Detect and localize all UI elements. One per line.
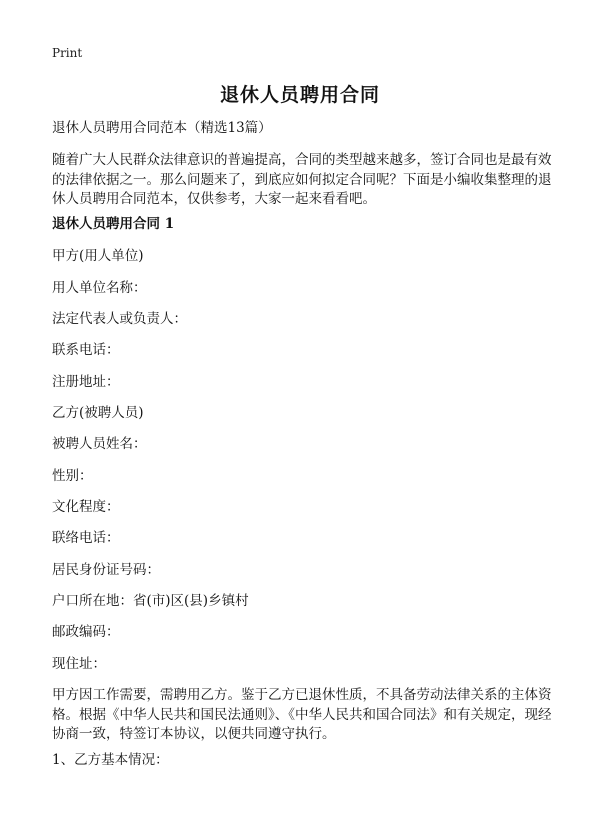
field-id-number: 居民身份证号码： <box>52 562 160 578</box>
intro-paragraph: 随着广大人民群众法律意识的普遍提高，合同的类型越来越多，签订合同也是最有效的法律依据之一。那么问题来了，到底应如何拟定合同呢？下面是小编收集整理的退休人员聘用合同范本，仅供参考，大家一起来看看吧。 <box>52 152 552 207</box>
field-party-a: 甲方(用人单位) <box>52 248 144 264</box>
field-legal-representative: 法定代表人或负责人： <box>52 311 187 327</box>
field-household-registration: 户口所在地：省(市)区(县)乡镇村 <box>52 593 249 609</box>
field-liaison-phone: 联络电话： <box>52 530 120 546</box>
field-party-b: 乙方(被聘人员) <box>52 405 144 421</box>
field-registered-address: 注册地址： <box>52 374 120 390</box>
document-title: 退休人员聘用合同 <box>219 84 380 106</box>
field-employer-name: 用人单位名称： <box>52 280 147 296</box>
field-contact-phone: 联系电话： <box>52 342 120 358</box>
field-education: 文化程度： <box>52 499 120 515</box>
print-link[interactable]: Print <box>52 46 83 60</box>
clause-paragraph: 甲方因工作需要，需聘用乙方。鉴于乙方已退休性质，不具备劳动法律关系的主体资格。根据《中华人民共和国民法通则》、《中华人民共和国合同法》和有关规定，现经协商一致，特签订本协议，以便共同遵守执行。 <box>52 687 552 742</box>
field-postal-code: 邮政编码： <box>52 624 120 640</box>
section-heading: 退休人员聘用合同 1 <box>52 216 175 232</box>
field-gender: 性别： <box>52 468 93 484</box>
field-employee-name: 被聘人员姓名： <box>52 436 147 452</box>
item-1-heading: 1、乙方基本情况： <box>52 752 169 768</box>
document-subtitle: 退休人员聘用合同范本（精选13篇） <box>52 120 272 136</box>
field-current-address: 现住址： <box>52 656 106 672</box>
